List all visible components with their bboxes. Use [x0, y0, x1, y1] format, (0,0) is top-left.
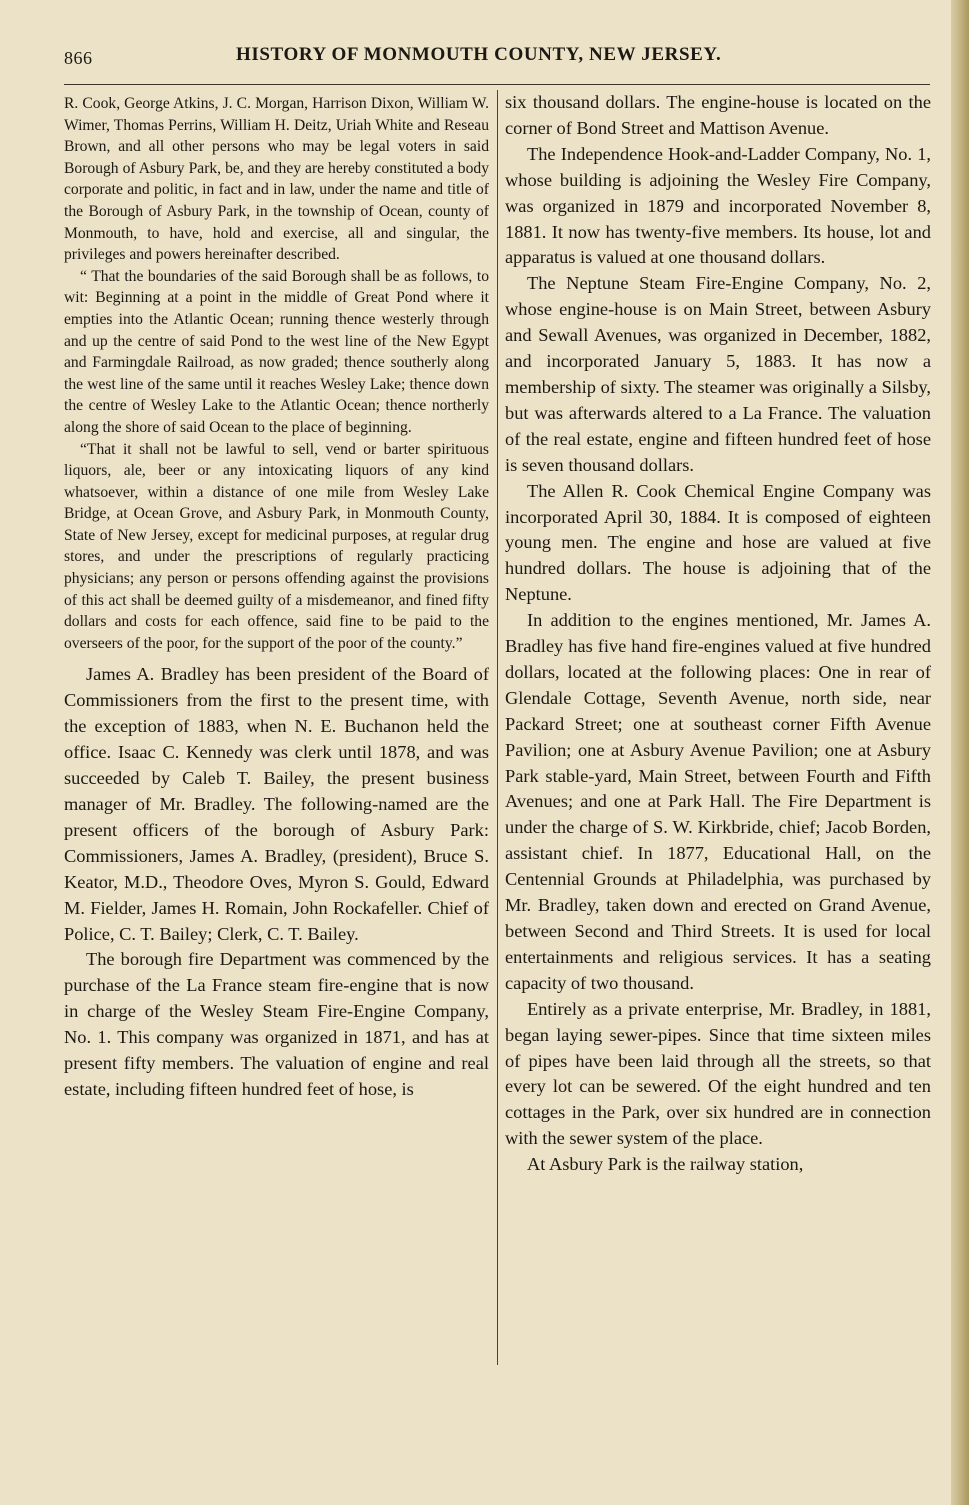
- body-paragraph: The borough fire Department was commenced by the purchase of the La France steam fire-engine that is now in charge of the Wesley Steam Fire-Engine Company, No. 1. This company was organized in 1871, and has at present fifty members. The valuation of engine and real estate, including fifteen hundred feet of hose, is: [64, 949, 489, 1099]
- body-paragraph: James A. Bradley has been president of the Board of Commissioners from the first to the present time, with the exception of 1883, when N. E. Buchanon held the office. Isaac C. Kennedy was clerk until 1878, and was succeeded by Caleb T. Bailey, the present business manager of Mr. Bradley. The following-named are the present officers of the borough of Asbury Park: Commissioners, James A. Bradley, (president), Bruce S. Keator, M.D., Theodore Oves, Myron S. Gould, Edward M. Fielder, James H. Romain, John Rockafeller. Chief of Police, C. T. Bailey; Clerk, C. T. Bailey.: [64, 664, 489, 944]
- page-number: 866: [64, 48, 93, 68]
- body-paragraph: six thousand dollars. The engine-house is located on the corner of Bond Street and Mattison Avenue.: [505, 92, 931, 138]
- quote-paragraph: R. Cook, George Atkins, J. C. Morgan, Harrison Dixon, William W. Wimer, Thomas Perrins, William H. Deitz, Uriah White and Reseau Brown, and all other persons who may be legal voters in said Borough of Asbury Park, be, and they are hereby constituted a body corporate and politic, in fact and in law, under the name and title of the Borough of Asbury Park, in the township of Ocean, county of Monmouth, to have, hold and exercise, all and singular, the privileges and powers hereinafter described.: [64, 95, 489, 264]
- body-paragraph: The Neptune Steam Fire-Engine Company, No. 2, whose engine-house is on Main Street, between Asbury and Sewall Avenues, was organized in December, 1882, and incorporated January 5, 1883. It has now a membership of sixty. The steamer was originally a Silsby, but was afterwards altered to a La France. The valuation of the real estate, engine and fifteen hundred feet of hose is seven thousand dollars.: [505, 273, 931, 475]
- column-divider: [497, 90, 498, 1365]
- quoted-act-text: [64, 93, 489, 654]
- body-paragraph: The Allen R. Cook Chemical Engine Company was incorporated April 30, 1884. It is composed of eighteen young men. The engine and hose are valued at five hundred dollars. The house is adjoining that of the Neptune.: [505, 480, 931, 605]
- quote-paragraph: “That it shall not be lawful to sell, vend or barter spirituous liquors, ale, beer or any intoxicating liquors of any kind whatsoever, within a distance of one mile from Wesley Lake Bridge, at Ocean Grove, and Asbury Park, in Monmouth County, State of New Jersey, except for medicinal purposes, at regular drug stores, and under the prescriptions of regularly practicing physicians; any person or persons offending against the provisions of this act shall be deemed guilty of a misdemeanor, and fined fifty dollars and costs for each offence, said fine to be paid to the overseers of the poor, for the support of the poor of the county.”: [64, 440, 489, 652]
- running-title: HISTORY OF MONMOUTH COUNTY, NEW JERSEY.: [236, 44, 722, 65]
- left-column: [64, 93, 489, 1103]
- body-paragraph: At Asbury Park is the railway station,: [527, 1154, 804, 1175]
- right-column: [505, 90, 931, 1178]
- page-edge-shadow: [951, 0, 969, 1505]
- body-paragraph: The Independence Hook-and-Ladder Company, No. 1, whose building is adjoining the Wesley Fire Company, was organized in 1879 and incorporated November 8, 1881. It now has twenty-five members. Its house, lot and apparatus is valued at one thousand dollars.: [505, 143, 931, 268]
- header-rule: [64, 84, 930, 85]
- body-paragraph: In addition to the engines mentioned, Mr. James A. Bradley has five hand fire-engines valued at five hundred dollars, located at the following places: One in rear of Glendale Cottage, Seventh Avenue, north side, near Packard Street; one at southeast corner Fifth Avenue Pavilion; one at Asbury Avenue Pavilion; one at Asbury Park stable-yard, Main Street, between Fourth and Fifth Avenues; and one at Park Hall. The Fire Department is under the charge of S. W. Kirkbride, chief; Jacob Borden, assistant chief. In 1877, Educational Hall, on the Centennial Grounds at Philadelphia, was purchased by Mr. Bradley, taken down and erected on Grand Avenue, between Second and Third Streets. It is used for local entertainments and religious services. It has a seating capacity of two thousand.: [505, 610, 931, 993]
- left-body-text: [64, 662, 489, 1102]
- quote-paragraph: “ That the boundaries of the said Borough shall be as follows, to wit: Beginning at a point in the middle of Great Pond where it empties into the Atlantic Ocean; running thence westerly through and up the centre of said Pond to the west line of the New Egypt and Farmingdale Railroad, as now graded; thence southerly along the west line of the same until it reaches Wesley Lake; thence down the centre of Wesley Lake to the Atlantic Ocean; thence northerly along the shore of said Ocean to the place of beginning.: [64, 267, 489, 436]
- body-paragraph: Entirely as a private enterprise, Mr. Bradley, in 1881, began laying sewer-pipes. Since that time sixteen miles of pipes have been laid through all the streets, so that every lot can be sewered. Of the eight hundred and ten cottages in the Park, over six hundred are in connection with the sewer system of the place.: [505, 998, 931, 1149]
